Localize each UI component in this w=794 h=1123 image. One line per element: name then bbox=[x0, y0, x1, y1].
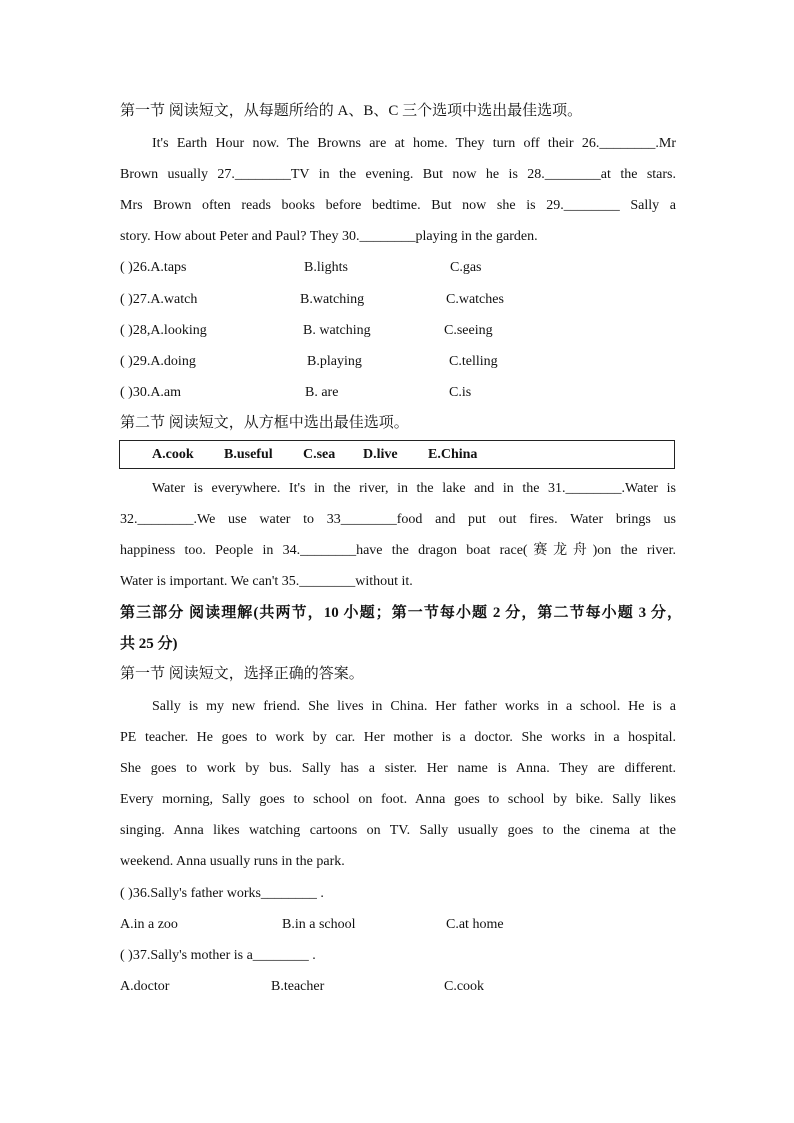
question-26-option-b: B.lights bbox=[304, 260, 348, 275]
question-37-option-b: B.teacher bbox=[271, 979, 325, 994]
part3-section-heading: 第一节 阅读短文，选择正确的答案。 bbox=[120, 666, 364, 682]
section1-passage-line-3: Mrs Brown often reads books before bedtime. But now she is 29.________ Sally a bbox=[120, 198, 676, 213]
section2-passage-line-1: Water is everywhere. It's in the river, in the lake and in the 31.________.Water is bbox=[152, 481, 676, 496]
question-29-option-a: ( )29.A.doing bbox=[120, 354, 196, 369]
question-37-option-c: C.cook bbox=[444, 979, 485, 994]
part3-heading-line-2: 共 25 分) bbox=[120, 636, 178, 652]
question-28-option-a: ( )28,A.looking bbox=[120, 323, 207, 338]
part3-passage-line-3: She goes to work by bus. Sally has a sister. Her name is Anna. They are different. bbox=[120, 761, 676, 776]
section2-heading: 第二节 阅读短文，从方框中选出最佳选项。 bbox=[120, 415, 409, 431]
part3-passage-line-1: Sally is my new friend. She lives in China. Her father works in a school. He is a bbox=[152, 699, 676, 714]
question-29-option-b: B.playing bbox=[307, 354, 362, 369]
word-option-b: B.useful bbox=[224, 447, 273, 462]
question-28-option-b: B. watching bbox=[303, 323, 371, 338]
word-option-c: C.sea bbox=[303, 447, 336, 462]
section1-passage-line-1: It's Earth Hour now. The Browns are at home. They turn off their 26.________.Mr bbox=[152, 136, 676, 151]
question-36-option-c: C.at home bbox=[446, 917, 504, 932]
section1-passage-line-4: story. How about Peter and Paul? They 30.________playing in the garden. bbox=[120, 229, 538, 244]
question-28-option-c: C.seeing bbox=[444, 323, 493, 338]
question-37-stem: ( )37.Sally's mother is a________ . bbox=[120, 948, 316, 963]
question-30-option-a: ( )30.A.am bbox=[120, 385, 182, 400]
part3-passage-line-5: singing. Anna likes watching cartoons on TV. Sally usually goes to the cinema at the bbox=[120, 823, 676, 838]
question-26-option-c: C.gas bbox=[450, 260, 482, 275]
question-30-option-b: B. are bbox=[305, 385, 339, 400]
part3-passage-line-6: weekend. Anna usually runs in the park. bbox=[120, 854, 345, 869]
question-36-option-a: A.in a zoo bbox=[120, 917, 178, 932]
question-36-option-b: B.in a school bbox=[282, 917, 356, 932]
part3-heading-line-1: 第三部分 阅读理解(共两节，10 小题；第一节每小题 2 分，第二节每小题 3 分， bbox=[120, 605, 682, 621]
part3-passage-line-4: Every morning, Sally goes to school on foot. Anna goes to school by bike. Sally likes bbox=[120, 792, 676, 807]
part3-passage-line-2: PE teacher. He goes to work by car. Her mother is a doctor. She works in a hospital. bbox=[120, 730, 676, 745]
word-option-a: A.cook bbox=[152, 447, 194, 462]
question-36-stem: ( )36.Sally's father works________ . bbox=[120, 886, 324, 901]
section2-passage-line-2: 32.________.We use water to 33________food and put out fires. Water brings us bbox=[120, 512, 676, 527]
question-26-option-a: ( )26.A.taps bbox=[120, 260, 187, 275]
question-27-option-a: ( )27.A.watch bbox=[120, 292, 198, 307]
word-option-d: D.live bbox=[363, 447, 398, 462]
section1-heading: 第一节 阅读短文，从每题所给的 A、B、C 三个选项中选出最佳选项。 bbox=[120, 103, 583, 119]
question-30-option-c: C.is bbox=[449, 385, 472, 400]
question-29-option-c: C.telling bbox=[449, 354, 498, 369]
word-option-e: E.China bbox=[428, 447, 478, 462]
word-box bbox=[119, 440, 675, 469]
question-37-option-a: A.doctor bbox=[120, 979, 170, 994]
section1-passage-line-2: Brown usually 27.________TV in the evening. But now he is 28.________at the stars. bbox=[120, 167, 676, 182]
section2-passage-line-3: happiness too. People in 34.________have the dragon boat race(赛龙舟)on the river. bbox=[120, 543, 676, 558]
question-27-option-b: B.watching bbox=[300, 292, 365, 307]
question-27-option-c: C.watches bbox=[446, 292, 504, 307]
section2-passage-line-4: Water is important. We can't 35.________without it. bbox=[120, 574, 413, 589]
